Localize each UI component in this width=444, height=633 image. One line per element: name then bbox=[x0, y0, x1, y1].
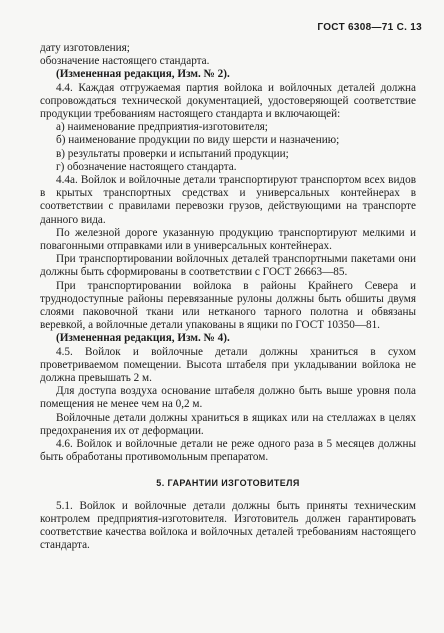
clause-4-6: 4.6. Войлок и войлочные детали не реже одного раза в 5 месяцев должны быть обработаны противомольным препаратом. bbox=[40, 438, 416, 464]
document-body bbox=[40, 42, 416, 553]
list-item: г) обозначение настоящего стандарта. bbox=[56, 160, 237, 173]
clause-4-5: 4.5. Войлок и войлочные детали должны храниться в сухом проветриваемом помещении. Высота штабеля при укладывании войлока не должна превышать 2 м. bbox=[40, 345, 416, 385]
text-line: дату изготовления; bbox=[40, 42, 130, 54]
paragraph-rail: По железной дороге указанную продукцию транспортируют мелкими и повагонными отправками или в универсальных контейнерах. bbox=[40, 226, 416, 253]
amendment-note: (Измененная редакция, Изм. № 4). bbox=[56, 332, 230, 345]
clause-5-1: 5.1. Войлок и войлочные детали должны быть приняты техническим контролем предприятия-изготовителя. Изготовитель должен гарантировать соответствие качества войлока и войлочных деталей требованиям настоящего стандарта. bbox=[40, 499, 416, 552]
list-item: а) наименование предприятия-изготовителя; bbox=[56, 121, 268, 134]
text-line: обозначение настоящего стандарта. bbox=[40, 55, 210, 68]
paragraph-north: При транспортировании войлока в районы Крайнего Севера и труднодоступные районы перевязанные рулоны должны быть обшиты двумя слоями паковочной ткани или нетканого тарного полотна и обвязаны веревкой, а войлочные детали упакованы в ящики по ГОСТ 10350—81. bbox=[40, 279, 416, 332]
clause-4-4: 4.4. Каждая отгружаемая партия войлока и войлочных деталей должна сопровождаться технической документацией, удостоверяющей соответствие продукции требованиям настоящего стандарта и включающей: bbox=[40, 81, 416, 121]
paragraph-pack: При транспортировании войлочных деталей транспортными пакетами они должны быть сформированы в соответствии с ГОСТ 26663—85. bbox=[40, 253, 416, 279]
requirements-list bbox=[40, 121, 416, 174]
paragraph-air: Для доступа воздуха основание штабеля должно быть выше уровня пола помещения не менее чем на 0,2 м. bbox=[40, 385, 416, 411]
list-item: б) наименование продукции по виду шерсти и назначению; bbox=[56, 134, 340, 147]
list-item: в) результаты проверки и испытаний продукции; bbox=[56, 147, 289, 160]
paragraph-boxes: Войлочные детали должны храниться в ящиках или на стеллажах в целях предохранения их от деформации. bbox=[40, 411, 416, 437]
amendment-note: (Измененная редакция, Изм. № 2). bbox=[56, 68, 230, 81]
page-header: ГОСТ 6308—71 С. 13 bbox=[317, 22, 422, 33]
clause-4-4a: 4.4а. Войлок и войлочные детали транспортируют транспортом всех видов в крытых транспортных средствах и универсальных контейнерах в соответствии с правилами перевозки грузов, действующими на транспорте данного вида. bbox=[40, 174, 416, 226]
section-title: 5. ГАРАНТИИ ИЗГОТОВИТЕЛЯ bbox=[156, 477, 300, 488]
